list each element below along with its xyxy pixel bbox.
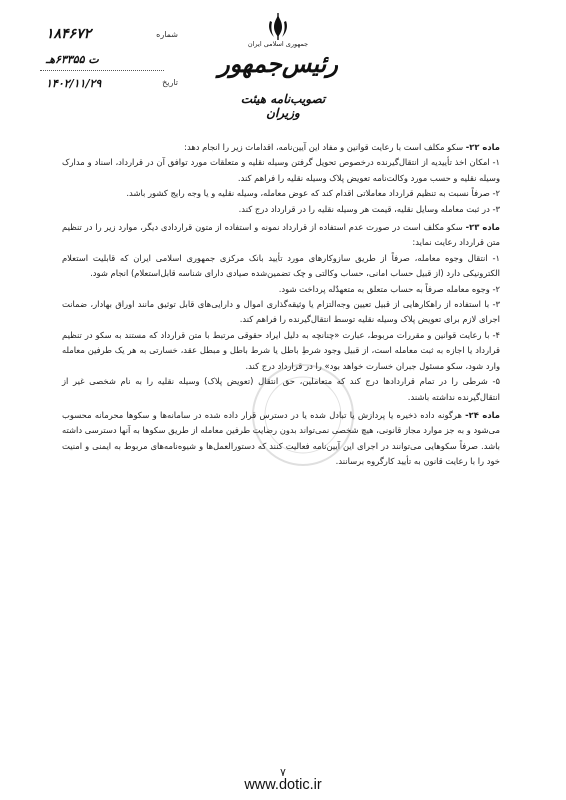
article-23-text: سکو مکلف است در صورت عدم استفاده از قرارداد نمونه و استفاده از متون قراردادی دیگر، موارد زیر را در تنظیم متن قرارداد رعایت نماید: xyxy=(62,222,500,248)
date-label: تاریخ xyxy=(162,78,178,87)
article-23-item: ۲- وجوه معامله صرفاً به حساب متعلق به متعهدٌله پرداخت شود. xyxy=(278,283,500,294)
number-label: شماره xyxy=(156,30,178,39)
iran-emblem-icon xyxy=(263,12,293,42)
date-row xyxy=(28,74,178,98)
header-title-block xyxy=(200,40,356,79)
article-24-heading: ماده ۲۴- xyxy=(465,409,500,420)
document-body xyxy=(62,140,500,470)
article-22-item: ۳- در ثبت معامله وسایل نقلیه، قیمت هر وسیله نقلیه را در قرارداد درج کند. xyxy=(238,203,500,214)
letter-number: ۱۸۴۶۷۲ xyxy=(46,26,92,42)
letter-date: ۱۴۰۲/۱۱/۲۹ xyxy=(46,77,102,90)
article-23-item: ۳- با استفاده از راهکارهایی از قبیل تعیین وجه‌التزام یا وثیقه‌گذاری اموال و دارایی‌های قابل توثیق مانند اوراق بهادار، ضمانت اجرای لازم برای تعویض پلاک وسیله نقلیه توسط انتقال‌گیرنده را فراهم کند. xyxy=(62,299,500,325)
website-url: www.dotic.ir xyxy=(244,777,322,793)
article-22-item: ۲- صرفاً نسبت به تنظیم قرارداد معاملاتی اقدام کند که عوض معامله، وسیله نقلیه و یا وجه رایج کشور باشد. xyxy=(126,188,500,199)
article-24-text: هرگونه داده ذخیره یا پردازش یا تبادل شده یا در دسترس قرار داده شده در سامانه‌ها و سکوها محرمانه محسوب می‌شود و به جز موارد مجاز قانونی، هیچ شخصی نمی‌تواند بدون رضایت طرفین معامله از طریق سکوها به آنها دسترسی داشته باشد. صرفاً سکوهایی می‌توانند در اجرای این آیین‌نامه فعالیت کنند که دستورالعمل‌ها و شیوه‌نامه‌های مربوط به ایمنی و امنیت خود را با رعایت قانون به تأیید کارگروه برسانند. xyxy=(62,409,500,467)
letter-number-suffix: ت ۶۳۳۵۵هـ xyxy=(46,53,99,66)
page-number: ۷ xyxy=(280,766,286,779)
article-23-item: ۱- انتقال وجوه معامله، صرفاً از طریق سازوکارهای مورد تأیید بانک مرکزی جمهوری اسلامی ایران که قابلیت استعلام الکترونیکی دارد (از قبیل حساب امانی، حساب وکالتی و چک تضمین‌شده صیادی دارای شناسه قابل‌استعلام) انجام شود. xyxy=(62,252,500,279)
republic-label: جمهوری اسلامی ایران xyxy=(247,40,309,48)
number-row xyxy=(28,26,178,50)
article-23-heading: ماده ۲۳- xyxy=(465,222,500,233)
president-title: رئیس‌جمهور xyxy=(218,49,338,78)
article-22-text: سکو مکلف است با رعایت قوانین و مفاد این آیین‌نامه، اقدامات زیر را انجام دهد: xyxy=(184,142,466,152)
number-suffix-row xyxy=(28,50,178,74)
article-23-item: ۵- شرطی را در تمام قراردادها درج کند که متعاملین، حق انتقال (تعویض پلاک) وسیله نقلیه را به نام شخصی غیر از انتقال‌گیرنده نداشته باشند. xyxy=(62,376,500,402)
article-22 xyxy=(62,140,500,155)
article-22-item: ۱- امکان اخذ تأییدیه از انتقال‌گیرنده درخصوص تحویل گرفتن وسیله نقلیه و متعلقات مورد توافق آن در قرارداد، اسناد و مدارک وسیله نقلیه و حسب مورد وکالت‌نامه تعویض پلاک وسیله نقلیه را فراهم کند. xyxy=(62,157,500,183)
number-dotted-line xyxy=(40,70,164,71)
article-23-item: ۴- با رعایت قوانین و مقررات مربوط، عبارت «چنانچه به دلیل ایراد حقوقی مرتبط با متن قرارداد که مستند به سکو در تنظیم قرارداد یا اجازه به ثبت معامله است، از قبیل وجود شرطِ باطل یا شرط باطل و مبطل عقد، خسارتی به هر یک طرفین معامله وارد شود، سکو مسئول جبران خسارت خواهد بود» را در قرارداد درج کند. xyxy=(62,329,500,371)
letter-meta xyxy=(28,26,178,98)
article-22-heading: ماده ۲۲- xyxy=(465,142,500,152)
cabinet-approval-subtitle: تصویب‌نامه هیئت وزیران xyxy=(240,92,326,120)
article-23 xyxy=(62,220,500,251)
article-24 xyxy=(62,408,500,470)
